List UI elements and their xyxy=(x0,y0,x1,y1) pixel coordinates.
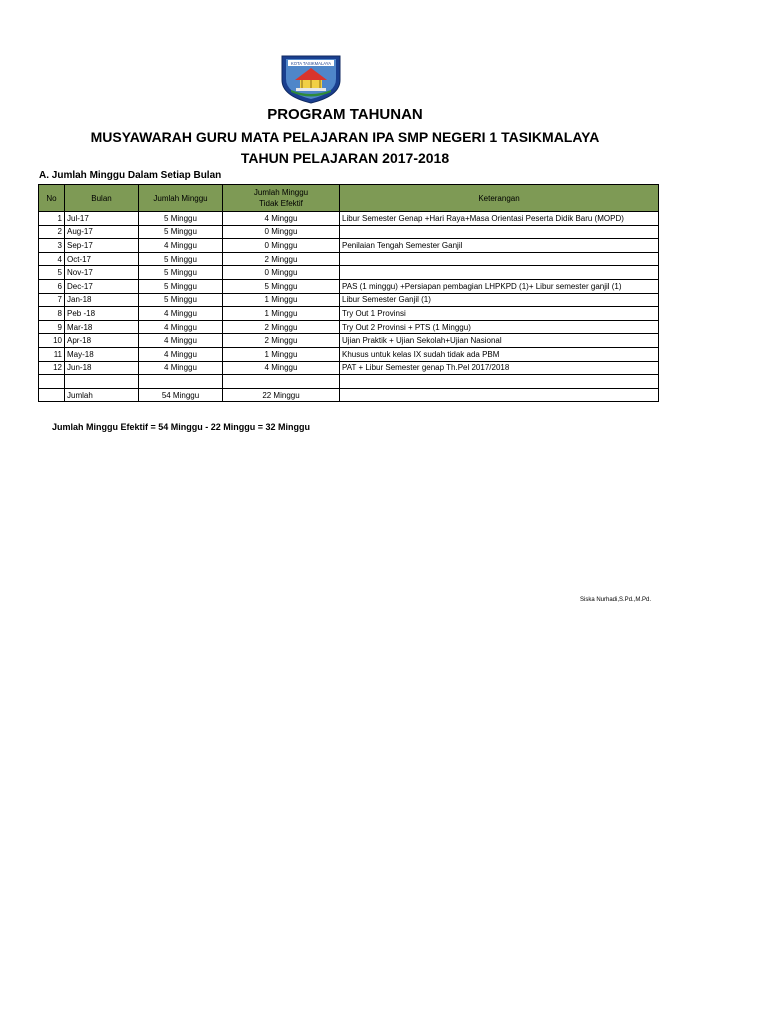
header-tidak-efektif xyxy=(223,185,340,212)
total-label: Jumlah xyxy=(65,388,139,402)
cell-jumlah: 5 Minggu xyxy=(139,212,223,226)
total-jumlah: 54 Minggu xyxy=(139,388,223,402)
cell-tidak-efektif: 4 Minggu xyxy=(223,212,340,226)
cell-no: 6 xyxy=(39,279,65,293)
cell-keterangan: PAS (1 minggu) +Persiapan pembagian LHPKPD (1)+ Libur semester ganjil (1) xyxy=(340,279,659,293)
cell-jumlah: 5 Minggu xyxy=(139,266,223,280)
cell-no: 12 xyxy=(39,361,65,375)
cell-tidak-efektif: 4 Minggu xyxy=(223,361,340,375)
cell-jumlah: 4 Minggu xyxy=(139,361,223,375)
header-no: No xyxy=(39,185,65,212)
table-row xyxy=(39,307,659,321)
document-subtitle: MUSYAWARAH GURU MATA PELAJARAN IPA SMP NEGERI 1 TASIKMALAYA xyxy=(90,129,600,145)
cell-tidak-efektif: 2 Minggu xyxy=(223,320,340,334)
cell-no: 1 xyxy=(39,212,65,226)
cell-jumlah: 5 Minggu xyxy=(139,279,223,293)
cell-keterangan xyxy=(340,266,659,280)
cell-tidak-efektif: 1 Minggu xyxy=(223,347,340,361)
cell-jumlah: 4 Minggu xyxy=(139,347,223,361)
header-keterangan: Keterangan xyxy=(340,185,659,212)
table-row xyxy=(39,252,659,266)
cell-bulan: May-18 xyxy=(65,347,139,361)
cell-keterangan xyxy=(340,225,659,239)
cell-bulan: Jan-18 xyxy=(65,293,139,307)
weeks-table xyxy=(38,184,659,402)
cell-bulan: Apr-18 xyxy=(65,334,139,348)
cell-keterangan: Libur Semester Ganjil (1) xyxy=(340,293,659,307)
cell-jumlah: 4 Minggu xyxy=(139,307,223,321)
table-row xyxy=(39,266,659,280)
cell-bulan: Nov-17 xyxy=(65,266,139,280)
total-row xyxy=(39,388,659,402)
city-emblem-logo xyxy=(278,52,344,104)
cell-no: 2 xyxy=(39,225,65,239)
empty-row xyxy=(39,375,659,389)
cell-keterangan xyxy=(340,252,659,266)
cell-keterangan: Ujian Praktik + Ujian Sekolah+Ujian Nasional xyxy=(340,334,659,348)
cell-jumlah: 4 Minggu xyxy=(139,239,223,253)
cell-bulan: Aug-17 xyxy=(65,225,139,239)
empty-cell xyxy=(340,375,659,389)
cell-no: 3 xyxy=(39,239,65,253)
cell-keterangan: PAT + Libur Semester genap Th.Pel 2017/2018 xyxy=(340,361,659,375)
empty-cell xyxy=(65,375,139,389)
table-row xyxy=(39,320,659,334)
empty-cell xyxy=(139,375,223,389)
cell-no: 11 xyxy=(39,347,65,361)
cell-bulan: Oct-17 xyxy=(65,252,139,266)
cell-bulan: Mar-18 xyxy=(65,320,139,334)
total-tidak-efektif: 22 Minggu xyxy=(223,388,340,402)
cell-jumlah: 5 Minggu xyxy=(139,225,223,239)
section-title: A. Jumlah Minggu Dalam Setiap Bulan xyxy=(39,170,222,181)
cell-tidak-efektif: 2 Minggu xyxy=(223,252,340,266)
cell-jumlah: 4 Minggu xyxy=(139,320,223,334)
header-tidak-efektif-line1: Jumlah Minggu xyxy=(253,188,309,197)
cell-tidak-efektif: 0 Minggu xyxy=(223,239,340,253)
header-tidak-efektif-line2: Tidak Efektif xyxy=(259,199,303,208)
cell-no: 7 xyxy=(39,293,65,307)
cell-keterangan: Khusus untuk kelas IX sudah tidak ada PBM xyxy=(340,347,659,361)
cell-tidak-efektif: 0 Minggu xyxy=(223,266,340,280)
effective-weeks-note: Jumlah Minggu Efektif = 54 Minggu - 22 Minggu = 32 Minggu xyxy=(52,422,311,432)
table-row xyxy=(39,347,659,361)
cell-tidak-efektif: 0 Minggu xyxy=(223,225,340,239)
document-title: PROGRAM TAHUNAN xyxy=(267,106,423,123)
table-row xyxy=(39,225,659,239)
cell-tidak-efektif: 2 Minggu xyxy=(223,334,340,348)
header-bulan: Bulan xyxy=(65,185,139,212)
table-row xyxy=(39,293,659,307)
empty-cell xyxy=(340,388,659,402)
cell-bulan: Jun-18 xyxy=(65,361,139,375)
cell-jumlah: 4 Minggu xyxy=(139,334,223,348)
empty-cell xyxy=(39,388,65,402)
cell-bulan: Peb -18 xyxy=(65,307,139,321)
cell-no: 5 xyxy=(39,266,65,280)
cell-bulan: Sep-17 xyxy=(65,239,139,253)
academic-year: TAHUN PELAJARAN 2017-2018 xyxy=(240,150,450,166)
table-row xyxy=(39,361,659,375)
cell-tidak-efektif: 1 Minggu xyxy=(223,293,340,307)
empty-cell xyxy=(39,375,65,389)
table-row xyxy=(39,279,659,293)
table-row xyxy=(39,334,659,348)
cell-no: 8 xyxy=(39,307,65,321)
signature: Siska Nurhadi,S.Pd.,M.Pd. xyxy=(580,597,652,603)
cell-no: 10 xyxy=(39,334,65,348)
cell-bulan: Jul-17 xyxy=(65,212,139,226)
cell-keterangan: Libur Semester Genap +Hari Raya+Masa Orientasi Peserta Didik Baru (MOPD) xyxy=(340,212,659,226)
cell-tidak-efektif: 1 Minggu xyxy=(223,307,340,321)
table-header-row xyxy=(39,185,659,212)
table-row xyxy=(39,239,659,253)
empty-cell xyxy=(223,375,340,389)
table-row xyxy=(39,212,659,226)
cell-no: 4 xyxy=(39,252,65,266)
cell-tidak-efektif: 5 Minggu xyxy=(223,279,340,293)
cell-keterangan: Try Out 1 Provinsi xyxy=(340,307,659,321)
cell-no: 9 xyxy=(39,320,65,334)
svg-text:KOTA TASIKMALAYA: KOTA TASIKMALAYA xyxy=(290,61,332,66)
header-jumlah-minggu: Jumlah Minggu xyxy=(139,185,223,212)
cell-bulan: Dec-17 xyxy=(65,279,139,293)
cell-jumlah: 5 Minggu xyxy=(139,293,223,307)
cell-jumlah: 5 Minggu xyxy=(139,252,223,266)
cell-keterangan: Try Out 2 Provinsi + PTS (1 Minggu) xyxy=(340,320,659,334)
cell-keterangan: Penilaian Tengah Semester Ganjil xyxy=(340,239,659,253)
